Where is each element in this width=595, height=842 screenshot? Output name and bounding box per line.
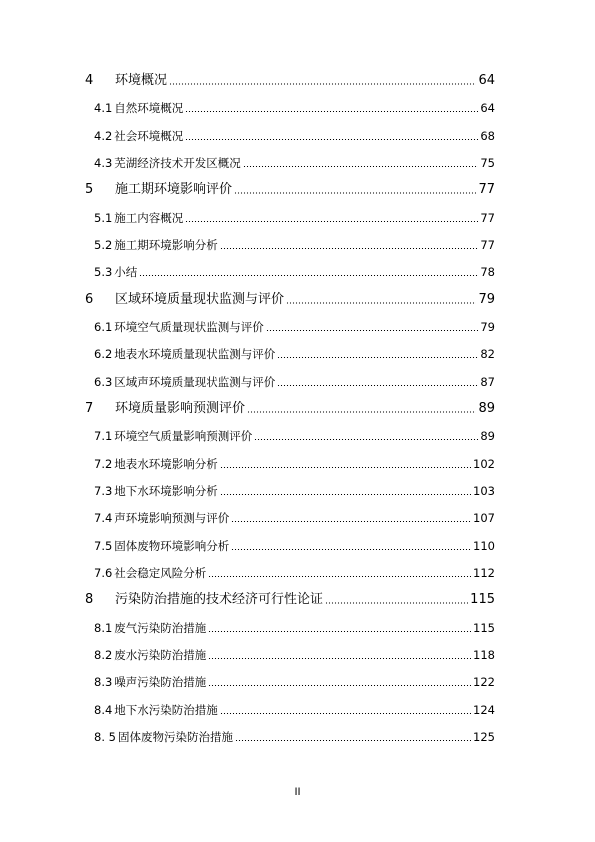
toc-entry-page-number: 89 xyxy=(478,401,495,416)
toc-section-entry[interactable] xyxy=(94,426,495,446)
toc-entry-page-number: 64 xyxy=(478,73,495,88)
toc-entry-page-number: 79 xyxy=(478,291,495,307)
toc-entry-number: 7.5 xyxy=(94,538,113,553)
toc-entry-number: 5 xyxy=(85,182,94,198)
toc-entry-page-number: 77 xyxy=(480,210,495,225)
toc-entry-title: 区域声环境质量现状监测与评价 xyxy=(114,374,276,389)
toc-entry-title: 环境空气质量影响预测评价 xyxy=(114,429,253,444)
toc-section-entry[interactable] xyxy=(94,344,495,364)
toc-section-entry[interactable] xyxy=(94,618,495,638)
toc-chapter-entry[interactable] xyxy=(85,590,495,610)
toc-section-entry[interactable] xyxy=(94,262,495,282)
page-number: II xyxy=(294,786,301,798)
toc-entry-page-number: 102 xyxy=(473,456,495,471)
toc-section-entry[interactable] xyxy=(94,536,495,556)
toc-entry-page-number: 125 xyxy=(473,729,495,744)
toc-entry-number: 7.1 xyxy=(94,429,113,444)
dot-leader xyxy=(169,83,476,85)
dot-leader xyxy=(185,139,478,140)
toc-entry-page-number: 82 xyxy=(480,347,495,362)
toc-section-entry[interactable] xyxy=(94,727,495,747)
dot-leader xyxy=(185,111,478,112)
toc-entry-number: 4.3 xyxy=(94,156,113,170)
toc-entry-number: 7.6 xyxy=(94,565,113,580)
toc-section-entry[interactable] xyxy=(94,645,495,665)
toc-entry-number: 5.3 xyxy=(94,265,113,280)
toc-entry-number: 8.4 xyxy=(94,702,113,717)
toc-entry-number: 8 xyxy=(85,592,94,608)
toc-entry-title: 废气污染防治措施 xyxy=(114,620,207,635)
toc-entry-page-number: 107 xyxy=(473,511,495,526)
toc-entry-title: 社会环境概况 xyxy=(114,128,184,143)
toc-entry-number: 5.1 xyxy=(94,210,113,225)
dot-leader xyxy=(277,385,478,386)
toc-entry-page-number: 110 xyxy=(473,538,495,553)
dot-leader xyxy=(208,685,471,686)
toc-entry-page-number: 79 xyxy=(480,320,495,334)
toc-section-entry[interactable] xyxy=(94,563,495,583)
dot-leader xyxy=(247,411,476,413)
toc-entry-number: 4.2 xyxy=(94,128,113,143)
toc-entry-title: 废水污染防治措施 xyxy=(114,647,207,662)
toc-entry-title: 固体废物污染防治措施 xyxy=(117,729,233,744)
toc-entry-number: 7.2 xyxy=(94,456,113,471)
toc-entry-title: 施工期环境影响分析 xyxy=(114,238,218,252)
dot-leader xyxy=(220,467,471,468)
toc-entry-title: 地表水环境影响分析 xyxy=(114,456,218,471)
toc-entry-page-number: 124 xyxy=(473,702,495,717)
dot-leader xyxy=(234,192,476,194)
toc-entry-page-number: 75 xyxy=(480,156,495,170)
toc-entry-number: 7.4 xyxy=(94,511,113,526)
dot-leader xyxy=(277,357,478,358)
toc-entry-page-number: 122 xyxy=(473,675,495,690)
dot-leader xyxy=(220,494,471,495)
dot-leader xyxy=(266,330,479,331)
dot-leader xyxy=(325,602,468,604)
dot-leader xyxy=(254,439,478,440)
toc-chapter-entry[interactable] xyxy=(85,399,495,419)
toc-entry-title: 噪声污染防治措施 xyxy=(114,675,207,690)
dot-leader xyxy=(208,576,471,577)
toc-section-entry[interactable] xyxy=(94,700,495,720)
toc-entry-page-number: 115 xyxy=(473,620,495,635)
toc-entry-page-number: 64 xyxy=(480,101,495,116)
toc-entry-page-number: 87 xyxy=(480,374,495,389)
dot-leader xyxy=(185,221,478,222)
toc-entry-number: 6.1 xyxy=(94,320,113,334)
toc-entry-title: 地表水环境质量现状监测与评价 xyxy=(114,347,276,362)
toc-section-entry[interactable] xyxy=(94,481,495,501)
toc-entry-number: 5.2 xyxy=(94,238,113,252)
toc-section-entry[interactable] xyxy=(94,317,495,337)
toc-entry-title: 施工内容概况 xyxy=(114,210,184,225)
toc-entry-number: 8.3 xyxy=(94,675,113,690)
toc-section-entry[interactable] xyxy=(94,508,495,528)
toc-entry-page-number: 89 xyxy=(480,429,495,444)
toc-entry-title: 地下水污染防治措施 xyxy=(114,702,218,717)
toc-entry-page-number: 115 xyxy=(470,592,495,608)
toc-entry-title: 小结 xyxy=(114,265,138,280)
toc-entry-title: 环境概况 xyxy=(115,73,168,88)
toc-entry-number: 8.2 xyxy=(94,647,113,662)
toc-entry-number: 6.2 xyxy=(94,347,113,362)
toc-entry-number: 8. 5 xyxy=(94,729,116,744)
toc-entry-number: 7 xyxy=(85,401,94,416)
toc-section-entry[interactable] xyxy=(94,235,495,255)
toc-entry-page-number: 77 xyxy=(478,182,495,198)
toc-entry-number: 6.3 xyxy=(94,374,113,389)
toc-section-entry[interactable] xyxy=(94,672,495,692)
dot-leader xyxy=(243,166,479,167)
toc-entry-page-number: 77 xyxy=(480,238,495,252)
dot-leader xyxy=(231,521,471,522)
toc-section-entry[interactable] xyxy=(94,372,495,392)
toc-entry-number: 6 xyxy=(85,291,94,307)
toc-entry-title: 施工期环境影响评价 xyxy=(115,182,233,198)
toc-entry-title: 自然环境概况 xyxy=(114,101,184,116)
dot-leader xyxy=(208,658,471,659)
toc-chapter-entry[interactable] xyxy=(85,71,495,91)
toc-section-entry[interactable] xyxy=(94,454,495,474)
toc-entry-number: 4 xyxy=(85,73,94,88)
toc-entry-page-number: 78 xyxy=(480,265,495,280)
toc-entry-number: 4.1 xyxy=(94,101,113,116)
toc-chapter-entry[interactable] xyxy=(85,290,495,310)
toc-section-entry[interactable] xyxy=(94,98,495,118)
toc-section-entry[interactable] xyxy=(94,126,495,146)
toc-entry-title: 芜湖经济技术开发区概况 xyxy=(114,156,241,170)
toc-entry-title: 环境空气质量现状监测与评价 xyxy=(114,320,264,334)
toc-entry-title: 环境质量影响预测评价 xyxy=(115,401,246,416)
dot-leader xyxy=(235,740,471,741)
dot-leader xyxy=(231,549,471,550)
toc-entry-page-number: 103 xyxy=(473,483,495,498)
dot-leader xyxy=(286,302,476,304)
toc-entry-number: 8.1 xyxy=(94,620,113,635)
toc-entry-title: 区域环境质量现状监测与评价 xyxy=(115,291,285,307)
toc-entry-title: 社会稳定风险分析 xyxy=(114,565,207,580)
toc-entry-title: 固体废物环境影响分析 xyxy=(114,538,230,553)
toc-entry-page-number: 68 xyxy=(480,128,495,143)
dot-leader xyxy=(208,631,471,632)
dot-leader xyxy=(220,248,479,249)
toc-chapter-entry[interactable] xyxy=(85,180,495,200)
toc-entry-title: 污染防治措施的技术经济可行性论证 xyxy=(115,592,324,608)
dot-leader xyxy=(139,275,478,276)
toc-entry-page-number: 112 xyxy=(473,565,495,580)
toc-section-entry[interactable] xyxy=(94,153,495,173)
dot-leader xyxy=(220,713,471,714)
toc-entry-title: 地下水环境影响分析 xyxy=(114,483,218,498)
toc-section-entry[interactable] xyxy=(94,208,495,228)
toc-entry-page-number: 118 xyxy=(473,647,495,662)
toc-entry-title: 声环境影响预测与评价 xyxy=(114,511,230,526)
toc-entry-number: 7.3 xyxy=(94,483,113,498)
